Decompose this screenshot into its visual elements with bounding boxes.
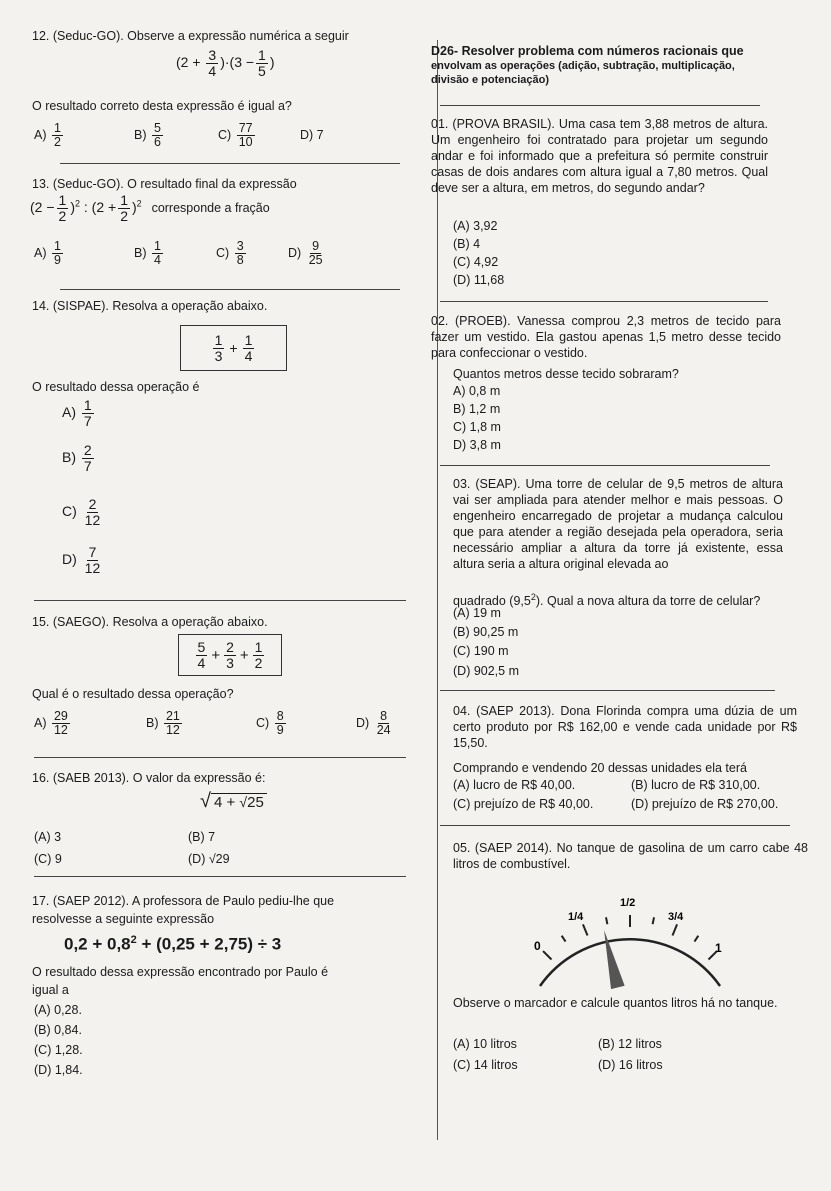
q15-option-c[interactable]: C) $\frac{8}{9}$ [256,709,284,737]
q15-option-a[interactable]: A) $\frac{29}{12}$ [34,709,68,737]
q05-option-b[interactable]: (B) 12 litros [598,1037,662,1051]
q03-last-line: quadrado $(9,5^2)$. Qual a nova altura da torre de celular? [453,592,761,609]
q17-option-d[interactable]: (D) 1,84. [34,1063,83,1077]
q03-option-c[interactable]: (C) 190 m [453,644,509,658]
gauge-tick [694,936,698,942]
q02-option-b[interactable]: B) 1,2 m [453,402,501,416]
q03-option-a[interactable]: (A) 19 m [453,606,501,620]
q13-expression: (2 − $\frac{1}{2}$ )$^2$ : (2 + $\frac{1}{2}$ )$^2$ corresponde a fração [30,192,270,224]
q12-expression: (2 + $\frac{3}{4}$ )·(3 − $\frac{1}{5}$ ) [176,47,275,79]
gauge-label-quarter: 1/4 [568,911,584,923]
q14-option-c[interactable]: C) $\frac{2}{12}$ [62,496,101,528]
q16-option-c[interactable]: (C) 9 [34,852,62,866]
q13-option-a[interactable]: A) $\frac{1}{9}$ [34,239,61,267]
q12-title: 12. (Seduc-GO). Observe a expressão numérica a seguir [32,29,349,43]
q16-option-a[interactable]: (A) 3 [34,830,62,844]
q17-option-b[interactable]: (B) 0,84. [34,1023,82,1037]
q12-option-a[interactable]: A) $\frac{1}{2}$ [34,121,61,149]
q04-option-d[interactable]: (D) prejuízo de R$ 270,00. [631,797,779,811]
q03-option-d[interactable]: (D) 902,5 m [453,664,519,678]
q12-option-c[interactable]: C) $\frac{77}{10}$ [218,121,253,149]
divider [34,757,406,758]
divider [440,465,770,466]
q05-option-a[interactable]: (A) 10 litros [453,1037,517,1051]
gauge-tick [672,924,677,935]
d26-line2: envolvam as operações (adição, subtração, multiplicação, [431,60,735,72]
q04-option-a[interactable]: (A) lucro de R$ 40,00. [453,778,576,792]
q02-option-a[interactable]: A) 0,8 m [453,384,501,398]
q15-option-b[interactable]: B) $\frac{21}{12}$ [146,709,180,737]
divider [440,105,760,106]
q14-option-d[interactable]: D) $\frac{7}{12}$ [62,544,101,576]
q14-option-a[interactable]: A) $\frac{1}{7}$ [62,397,92,429]
q02-option-c[interactable]: C) 1,8 m [453,420,501,434]
q17-option-c[interactable]: (C) 1,28. [34,1043,83,1057]
column-divider [437,40,438,1140]
gauge-tick [583,924,588,935]
q04-option-c[interactable]: (C) prejuízo de R$ 40,00. [453,797,594,811]
q17-option-a[interactable]: (A) 0,28. [34,1003,82,1017]
divider [440,301,768,302]
q14-option-b[interactable]: B) $\frac{2}{7}$ [62,442,92,474]
q13-title: 13. (Seduc-GO). O resultado final da expressão [32,177,297,191]
q05-text: 05. (SAEP 2014). No tanque de gasolina de um carro cabe 48 litros de combustível. [453,841,808,871]
q14-title: 14. (SISPAE). Resolva a operação abaixo. [32,299,268,313]
q02-question: Quantos metros desse tecido sobraram? [453,367,679,381]
divider [60,163,400,164]
q05-option-c[interactable]: (C) 14 litros [453,1058,518,1072]
gauge-tick [606,917,607,924]
q16-option-b[interactable]: (B) 7 [188,830,216,844]
q15-title: 15. (SAEGO). Resolva a operação abaixo. [32,615,268,629]
gauge-tick [653,917,654,924]
q03-option-b[interactable]: (B) 90,25 m [453,625,519,639]
q13-option-c[interactable]: C) $\frac{3}{8}$ [216,239,244,267]
q12-option-d[interactable]: D) 7 [300,128,324,142]
q14-expression-box: $\frac{1}{3}$ + $\frac{1}{4}$ [180,325,287,371]
q04-option-b[interactable]: (B) lucro de R$ 310,00. [631,778,761,792]
q01-option-a[interactable]: (A) 3,92 [453,219,498,233]
q04-question: Comprando e vendendo 20 dessas unidades ela terá [453,761,747,775]
q17-question-line2: igual a [32,983,69,997]
q16-option-d[interactable]: (D) √29 [188,852,230,866]
q16-expression: √ 4 + √25 [200,790,267,813]
q03-text: 03. (SEAP). Uma torre de celular de 9,5 metros de altura vai ser ampliada para atender melhor e mais pessoas. O engenheiro encarregado de projetar a mudança calculou que para atender a região desejada pela operadora, seria necessário ampliar a altura da torre já existente, essa altura seria a altura original elevada ao [453,477,783,571]
q02-text: 02. (PROEB). Vanessa comprou 2,3 metros de tecido para fazer um vestido. Ela gastou apenas 1,5 metro desse tecido para confeccionar o vestido. [431,314,781,360]
q05-option-d[interactable]: (D) 16 litros [598,1058,663,1072]
q04-text: 04. (SAEP 2013). Dona Florinda compra uma dúzia de um certo produto por R$ 162,00 e vende cada unidade por R$ 15,50. [453,704,797,750]
q15-option-d[interactable]: D) $\frac{8}{24}$ [356,709,391,737]
q01-option-c[interactable]: (C) 4,92 [453,255,499,269]
d26-line3: divisão e potenciação) [431,74,549,86]
q12-question: O resultado correto desta expressão é igual a? [32,99,292,113]
q14-question: O resultado dessa operação é [32,380,200,394]
divider [34,600,406,601]
gauge-arc [540,939,720,986]
gauge-label-full: 1 [715,941,722,955]
q12-option-b[interactable]: B) $\frac{5}{6}$ [134,121,161,149]
q13-option-d[interactable]: D) $\frac{9}{25}$ [288,239,323,267]
divider [34,876,406,877]
q16-title: 16. (SAEB 2013). O valor da expressão é: [32,771,266,785]
divider [440,690,775,691]
gauge-label-half: 1/2 [620,897,636,909]
divider [440,825,790,826]
q15-expression-box: $\frac{5}{4}$ + $\frac{2}{3}$ + $\frac{1}{2}$ [178,634,282,676]
divider [60,289,400,290]
q01-text: 01. (PROVA BRASIL). Uma casa tem 3,88 metros de altura. Um engenheiro foi contratado para projetar um segundo andar e foi informado que a prefeitura só permite construir casas de dois andares com altura igual a 7,80 metros. Qual deve ser a altura, em metros, do segundo andar? [431,117,768,195]
d26-title: D26- Resolver problema com números racionais que [431,44,744,58]
q17-expression: $0,2 + 0,8^2 + (0,25 + 2,75) \div 3$ [64,934,282,954]
q01-option-d[interactable]: (D) 11,68 [453,273,505,287]
q17-question: O resultado dessa expressão encontrado por Paulo é [32,965,329,979]
gauge-label-three-quarters: 3/4 [668,911,684,923]
gauge-tick [543,951,551,959]
q15-question: Qual é o resultado dessa operação? [32,687,234,701]
q02-option-d[interactable]: D) 3,8 m [453,438,501,452]
fuel-gauge [520,888,740,998]
q13-option-b[interactable]: B) $\frac{1}{4}$ [134,239,161,267]
gauge-tick [562,936,566,942]
q17-title-line2: resolvesse a seguinte expressão [32,912,215,926]
q05-question: Observe o marcador e calcule quantos litros há no tanque. [453,996,778,1010]
gauge-label-0: 0 [534,939,541,953]
q17-title: 17. (SAEP 2012). A professora de Paulo pediu-lhe que [32,894,335,908]
q01-option-b[interactable]: (B) 4 [453,237,481,251]
